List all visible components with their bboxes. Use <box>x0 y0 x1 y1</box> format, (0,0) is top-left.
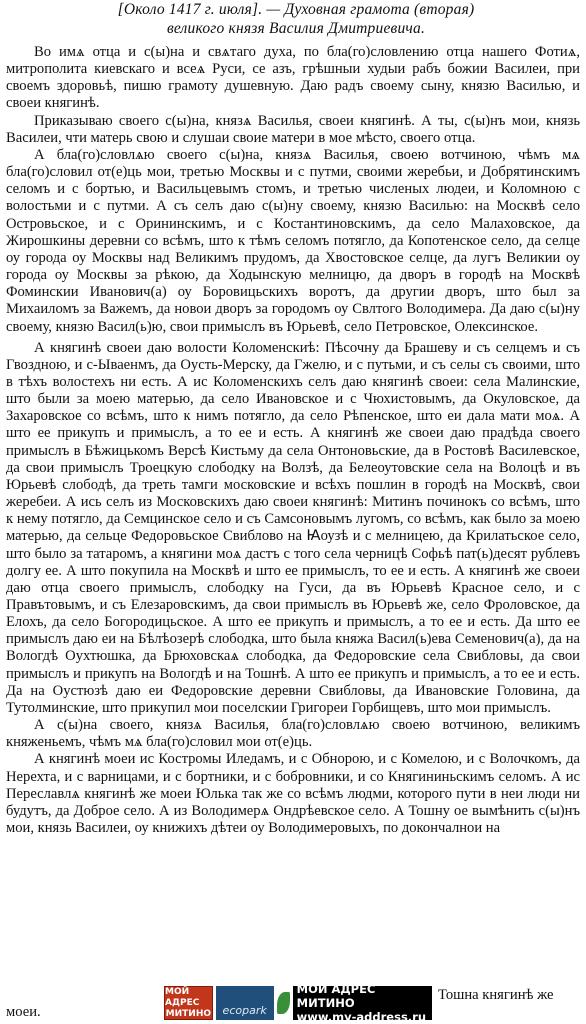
line-tail-text: Тошна княгинѣ же <box>438 987 554 1003</box>
paragraph-son-inheritance: А бла(го)словлѧю своего с(ы)на, князѧ Василья, своею вотчиною, чѣмъ мѧ бла(го)словил от(е)ць мои, третью Москвы и с путми, своими жеребьи, и Добрятинскимъ селомъ и с бортью, и Васильцевымъ стомъ, и третью численых людеи, и Коломною с волостьми и с путми. А съ селъ даю с(ы)ну своему, князю Василью: на Москвѣ село Островьское, и с Орининскимъ, и с Костантиновскимъ, да село Малаховское, да Жирошкины деревни со всѣмъ, што к тѣмъ селомъ потягло, да Копотенское село, да селце оу города оу Москвы над Великимъ прудомъ, да Хвостовское селце, да лугъ Великии оу города оу Москвы за рѣкою, да Ходынскую мелницю, да дворъ в городѣ на Москвѣ Фоминскии Иванович(а) оу Боровицьскихъ воротъ, да другии дворъ, што был за Михаиломъ за Важемъ, да новои дворъ за городомъ оу Свлтого Володимера. Да даю с(ы)ну своему, князю Васил(ь)ю, свои примыслъ въ Юрьевѣ, село Петровское, Олексинское. <box>6 146 580 335</box>
document-heading <box>18 0 574 38</box>
last-word: моеи. <box>6 1004 41 1020</box>
paragraph-invocation: Во имѧ отца и с(ы)на и свѧтаго духа, по бла(го)словлению отца нашего Фотиѧ, митрополита киевскаго и всеѧ Руси, се азъ, грѣшныи худыи рабъ божии Василеи, при своемъ здоровьѣ, пишю грамоту душевную. Даю радъ своему сыну, князю Василью, и своеи княгинѣ. <box>6 44 580 112</box>
heading-line-1: [Около 1417 г. июля]. — Духовная грамота (вторая) <box>117 1 475 18</box>
watermark-caption: МОЙ АДРЕС МИТИНО www.my-address.ru <box>293 986 432 1020</box>
ecopark-logo: ecopark <box>216 986 274 1020</box>
moi-adres-logo: МОЙ АДРЕС МИТИНО <box>165 986 212 1019</box>
paragraph-son-entrusted: Приказываю своего с(ы)на, князѧ Василья, своеи княгинѣ. А ты, с(ы)нъ мои, князь Василеи, чти матерь свою и слушаи своие матери в мое мѣсто, своего отца. <box>6 112 580 146</box>
paragraph-princess-volosts: А княгинѣ своеи даю волости Коломенскиѣ: Пѣсочну да Брашеву и съ селцемъ и съ Гвоздною, и с-Ываенмъ, да Оусть-Мерску, да Гжелю, и с путьми, и съ селы съ своими, што в тѣхъ волостехъ ни есть. А ис Коломенскихъ селъ даю княгинѣ своеи: села Малинские, што были за моею матерью, да село Ивановское и с Чюхистовымъ, да Окуловское, да Захаровское со всѣмъ, што к нимъ потягло, да село Рѣпенское, што еи дала мати моѧ. А што ее прикупъ и примыслъ, а то ее и есть. А княгинѣ же своеи даю прадѣда своего примыслъ в Бѣжицькомъ Версѣ Кистьму да села Онтоновьские, да в Ростовѣ Василевское, да свои примыслъ Троецкую слободку на Волзѣ, да Белеоутовские села на Волоцѣ и въ Юрьевѣ слободѣ, да треть тамги московские и всѣхъ пошлин в городѣ на Москвѣ, свои жеребеи. А ись селъ из Московскихъ даю своеи княгинѣ: Митинъ починокъ со всѣмъ, што к нему потягло, да Семцинское село и съ Самсоновымъ лугомъ, со всѣмъ, как было за моею матерью, да сельце Федоровьское Свиблово на Ꙗоузѣ и с мелницею, да Крилатьское село, што было за татаромъ, а княгини моѧ дастъ с того села черницѣ Софьѣ пат(ь)десят рублевъ долгу ее. А што покупила на Москвѣ и што ее примыслъ, то ее и есть. А княгинѣ же своеи даю отца своего примыслъ, слободку на Гуси, да въ Юрьевѣ Красное село, и с Правътовымъ, и съ Елезаровскимъ, да свои примыслъ въ Юрьевѣ же, село Фроловское, да Елохъ, да село Богородицьское. А што ее прикупъ и примыслъ, а то ее и есть. Да што ее примыслъ даю еи на Бѣлѣозерѣ слободка, што была княжа Васил(ь)ева Семенович(а), да на Вологдѣ Оухтюшка, да Брюховскаѧ слободка, да Федоровские села Свибловы, да свои примыслъ и прикупъ на Вологдѣ и на Тошнѣ. А што ее прикупъ и примыслъ, а то ее и есть. Да на Оустюзѣ даю еи Федоровские деревни Свибловы, да Ивановские Головина, да Тутолминские, што прикупил мои поселскии Григореи Горбищевъ, што мои примыслъ. <box>6 339 580 716</box>
document-body <box>6 44 580 837</box>
paragraph-kostroma: А княгинѣ моеи ис Костромы Иледамъ, и с Обнорою, и с Комелою, и с Волочкомъ, да Нерехта, и с варницами, и с бортники, и с бобровники, и со Княгининьскимъ селомъ. А ис Переславлѧ княгинѣ же моеи Юлька так же со всѣмъ людми, которого пути в неи люди ни будутъ, да Доброе село. А из Володимерѧ Ондрѣевское село. А Тошну ое вымѣнить с(ы)нъ мои, князь Василеи, оу книжихъ дѣтеи оу Володимеровыхъ, по докончалнои на <box>6 751 580 837</box>
site-watermark[interactable] <box>164 982 432 1024</box>
leaf-icon <box>277 992 290 1014</box>
heading-line-2: великого князя Василия Дмитриевича. <box>166 20 426 37</box>
paragraph-grand-principality: А с(ы)на своего, князѧ Василья, бла(го)словлѧю своею вотчиною, великимъ княженьемъ, чѣмъ мѧ бла(го)словил мои от(е)ць. <box>6 717 580 751</box>
